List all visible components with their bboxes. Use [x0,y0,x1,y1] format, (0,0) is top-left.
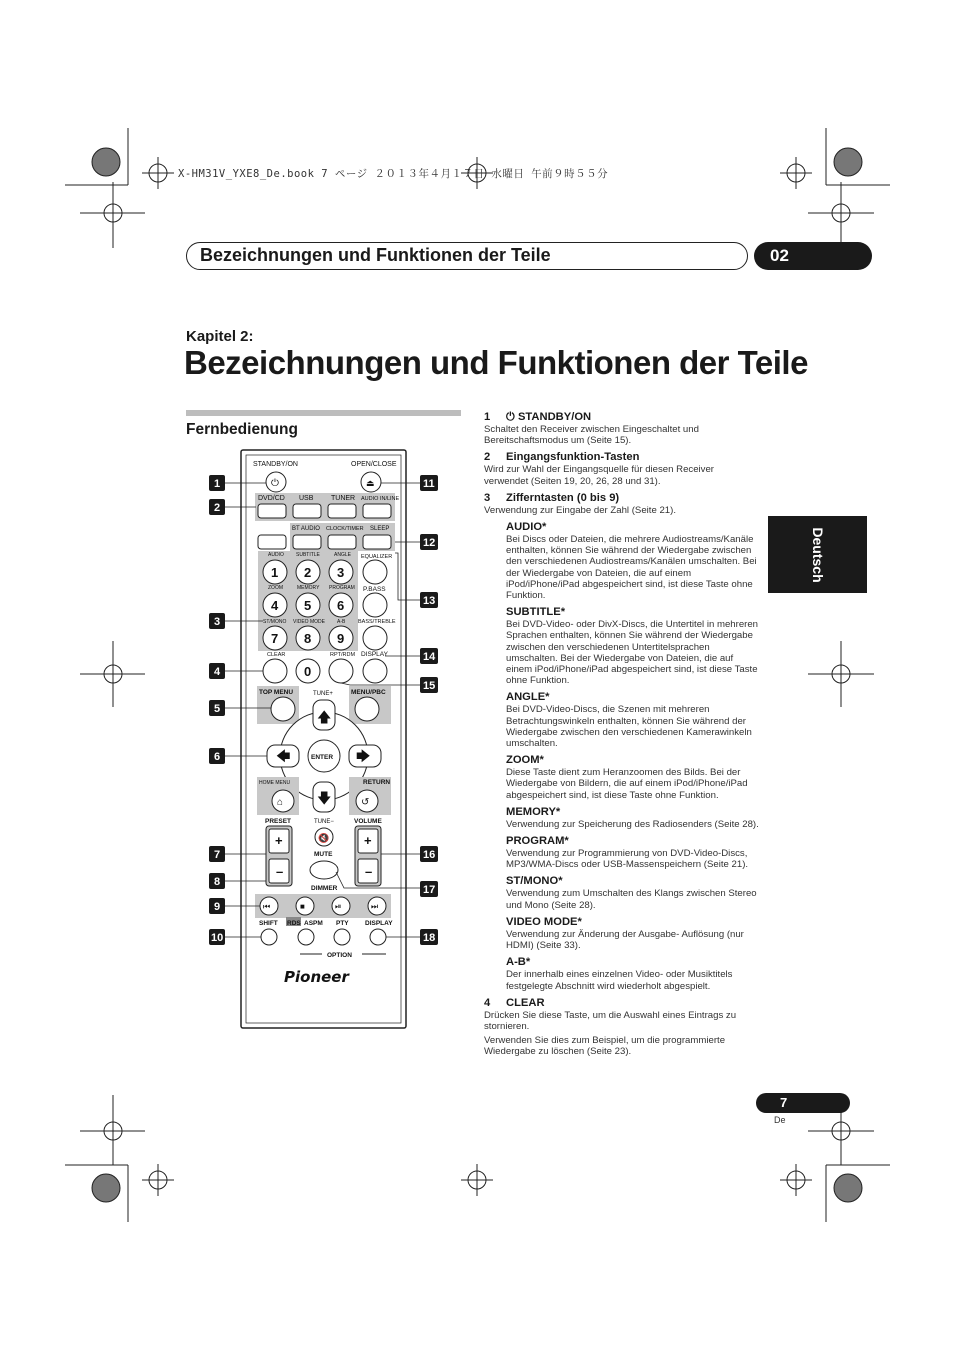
digit-4: 4 [271,598,279,613]
rpt-rdm-button[interactable] [329,659,353,683]
prev-icon: ⏮ [263,902,271,911]
item-2-body: Wird zur Wahl der Eingangsquelle für diesen Receiver verwendet (Seiten 19, 20, 26, 28 und 31). [484,464,715,487]
stop-button[interactable] [296,897,314,915]
digit-1: 1 [271,565,279,580]
label-clear: CLEAR [267,652,286,658]
chapter-title: Bezeichnungen und Funktionen der Teile [184,344,808,381]
digit-3: 3 [337,565,345,580]
arrow-left-icon: 🡄 [276,748,291,764]
tuner-button[interactable] [328,504,356,518]
label-rds: RDS [287,920,301,927]
label-audio: AUDIO [268,552,284,558]
callout-17: 17 [423,884,436,896]
power-icon: ⏻ [271,478,279,489]
callout-11: 11 [423,478,435,490]
callout-6: 6 [214,751,221,763]
label-dvd-cd: DVD/CD [258,495,285,502]
label-tune-minus: TUNE− [314,819,334,825]
arrow-right-icon: 🡆 [356,748,371,764]
label-menu-pbc: MENU/PBC [351,689,386,696]
item-1-heading [484,410,760,424]
item-2-heading [484,450,760,464]
next-icon: ⏭ [371,902,379,911]
item-1-body: Schaltet den Receiver zwischen Eingeschaltet und Bereitschaftsmodus um (Seite 15). [484,424,699,447]
callout-7: 7 [214,849,221,861]
sub-zoom-body: Diese Taste dient zum Heranzoomen des Bilds. Bei der Wiedergabe von Bildern, die auf einem iPod/iPhone/iPad abgespeichert sind, ist diese Taste ohne Funktion. [506,767,748,801]
label-video-mode: VIDEO MODE [293,619,325,625]
language-side-tab [768,516,867,593]
preset-plus: + [275,833,283,848]
sub-program-title: PROGRAM* [506,835,569,848]
digit-6: 6 [337,598,345,613]
item-1-num: 1 [484,411,491,423]
digit-7: 7 [271,631,279,646]
label-zoom: ZOOM [268,585,283,591]
arrow-up-icon: 🡅 [317,709,332,725]
digit-5: 5 [304,598,312,613]
callout-3: 3 [214,616,221,628]
section-title: Fernbedienung [186,421,298,438]
home-icon: ⌂ [277,797,284,808]
label-volume: VOLUME [354,818,382,825]
callout-9: 9 [214,901,221,913]
label-subtitle: SUBTITLE [296,552,320,558]
play-pause-icon: ⏯ [335,902,342,911]
item-4-num: 4 [484,996,491,1009]
shift-button[interactable] [261,929,277,945]
sub-videomode-body: Verwendung zur Änderung der Ausgabe- Auflösung (nur HDMI) (Seite 33). [506,928,744,952]
sub-angle-body: Bei DVD-Video-Discs, die Szenen mit mehreren Betrachtungswinkeln enthalten, können Sie während der Wiedergabe zwischen den verschiedenen Kamerawinkeln umschalten. [506,704,752,750]
sub-subtitle-body: Bei DVD-Video- oder DivX-Discs, die Untertitel in mehreren Sprachen enthalten, können Sie während der Wiedergabe zwischen den verschiedenen Untertitelsprachen umschalten. Bei der Wiedergabe von Dateien, die auf einem iPod/iPhone/iPad abgespeichert sind, ist diese Taste ohne Funktion. [506,619,759,687]
digit-2: 2 [304,565,312,580]
preset-minus: – [276,864,284,879]
callout-4: 4 [214,666,221,678]
item-2-title: Eingangsfunktion-Tasten [506,451,640,464]
clear-button[interactable] [263,659,287,683]
item-4-body: Drücken Sie diese Taste, um die Auswahl eines Eintrags zu stornieren. [484,1009,737,1032]
sub-memory-title: MEMORY* [506,805,561,818]
return-icon: ↺ [361,797,370,808]
item-4-heading [484,996,760,1010]
arrow-down-icon: 🡇 [317,790,332,806]
item-4-title: CLEAR [506,996,545,1009]
item-3-title: Zifferntasten (0 bis 9) [506,491,620,504]
side-tab-label: Deutsch [809,526,826,583]
label-rpt: RPT/RDM [330,652,356,658]
volume-plus: + [364,833,372,848]
label-tune-plus: TUNE+ [313,691,333,697]
label-bt-audio: BT AUDIO [292,526,320,532]
sub-ab-title: A-B* [506,956,531,969]
label-display2: DISPLAY [365,920,393,927]
sub-audio-body: Bei Discs oder Dateien, die mehrere Audiostreams/Kanäle enthalten, können Sie während der Wiedergabe zwischen den verschiedenen Audiostreams/Kanälen umschalten. Bei der Wiedergabe von Dateien, die auf einem iPod/iPhone/iPad abgespeichert sind, ist diese Taste ohne Funktion. [506,534,757,602]
label-aspm: ASPM [304,920,323,927]
label-top-menu: TOP MENU [259,689,294,696]
label-stmono: ST/MONO [263,619,287,625]
stop-icon: ■ [300,902,305,911]
label-tuner: TUNER [331,495,356,502]
callout-10: 10 [211,932,224,944]
item-2-num: 2 [484,451,491,464]
callout-13: 13 [423,595,436,607]
callout-16: 16 [423,849,436,861]
page-number: 7 [756,1093,850,1113]
label-open-close: OPEN/CLOSE [351,461,397,468]
equalizer-button[interactable] [363,560,387,584]
digit-9: 9 [337,631,345,646]
item-1-title: STANDBY/ON [517,411,592,423]
callout-1: 1 [214,478,221,490]
sub-ab-body: Der innerhalb eines einzelnen Video- oder Musiktitels festgelegte Abschnitt wird wiederholt abgespielt. [506,969,733,992]
label-audio-in: AUDIO IN/LINE [361,496,400,502]
label-option: OPTION [327,952,352,959]
clock-timer-button[interactable] [328,535,356,549]
label-angle: ANGLE [334,552,351,558]
callout-8: 8 [214,876,221,888]
item-3-heading [484,491,760,505]
label-sleep: SLEEP [370,526,390,532]
label-clock-timer: CLOCK/TIMER [326,526,364,532]
sub-subtitle-title: SUBTITLE* [506,606,566,619]
label-pbass: P.BASS [363,586,386,593]
blank-button[interactable] [258,535,286,549]
label-home-menu: HOME MENU [259,780,291,786]
callout-12: 12 [423,537,436,549]
chapter-badge: 02 [754,242,872,270]
sub-zoom-title: ZOOM* [506,754,544,767]
label-standby: STANDBY/ON [253,461,298,468]
callout-18: 18 [423,932,436,944]
sleep-button[interactable] [363,535,391,549]
label-return: RETURN [363,779,391,786]
item-3-body: Verwendung zur Eingabe der Zahl (Seite 21). [484,504,676,516]
remote-control-illustration [200,446,450,1036]
usb-button[interactable] [293,504,321,518]
display-button[interactable] [363,659,387,683]
mute-icon: 🔇 [318,833,330,843]
callout-5: 5 [214,703,221,715]
print-info: X-HM31V_YXE8_De.book 7 ページ ２０１３年４月１７日 水曜日 午前９時５５分 [178,168,609,180]
item-3-num: 3 [484,491,491,504]
power-icon: ⏻ [506,411,518,423]
digit-0: 0 [304,664,312,679]
digit-8: 8 [304,631,312,646]
bt-audio-button[interactable] [293,535,321,549]
label-bass-treble: BASS/TREBLE [358,619,396,625]
callout-14: 14 [423,651,436,663]
label-pty: PTY [336,920,349,927]
eject-icon: ⏏ [366,478,375,488]
label-memory: MEMORY [297,585,320,591]
bass-treble-button[interactable] [363,626,387,650]
label-mute: MUTE [314,851,333,858]
volume-minus: – [365,864,373,879]
dimmer-button[interactable] [310,861,338,879]
page-language: De [774,1115,786,1125]
sub-audio-title: AUDIO* [506,521,547,534]
menu-pbc-button[interactable] [355,697,379,721]
label-ab: A-B [337,619,346,625]
sub-videomode-title: VIDEO MODE* [506,915,582,928]
aspm-button[interactable] [298,929,314,945]
label-enter: ENTER [311,754,334,761]
label-program: PROGRAM [329,585,355,591]
top-menu-button[interactable] [271,697,295,721]
descriptions-column [484,406,760,1058]
sub-stmono-title: ST/MONO* [506,875,563,888]
chapter-label: Kapitel 2: [186,328,254,345]
dvd-cd-button[interactable] [258,504,286,518]
sub-memory-body: Verwendung zur Speicherung des Radiosenders (Seite 28). [506,818,759,830]
label-preset: PRESET [265,818,292,825]
label-display: DISPLAY [361,651,388,658]
header-title: Bezeichnungen und Funktionen der Teile [200,245,551,265]
sub-stmono-body: Verwendung zum Umschalten des Klangs zwischen Stereo und Mono (Seite 28). [506,888,757,911]
pty-button[interactable] [334,929,350,945]
pioneer-logo: Pioneer [284,968,349,986]
item-4-body2: Verwenden Sie dies zum Beispiel, um die programmierte Wiedergabe zu löschen (Seite 23). [484,1035,726,1058]
pbass-button[interactable] [363,593,387,617]
callout-15: 15 [423,680,436,692]
sub-angle-title: ANGLE* [506,691,550,704]
label-dimmer: DIMMER [311,885,338,892]
label-equalizer: EQUALIZER [361,554,393,560]
label-shift: SHIFT [259,920,278,927]
display2-button[interactable] [370,929,386,945]
label-usb: USB [299,495,314,502]
audio-in-button[interactable] [363,504,391,518]
section-rule [186,410,461,416]
callout-2: 2 [214,502,221,514]
sub-program-body: Verwendung zur Programmierung von DVD-Video-Discs, MP3/WMA-Discs oder USB-Massenspeichern (Seite 21). [506,848,749,871]
